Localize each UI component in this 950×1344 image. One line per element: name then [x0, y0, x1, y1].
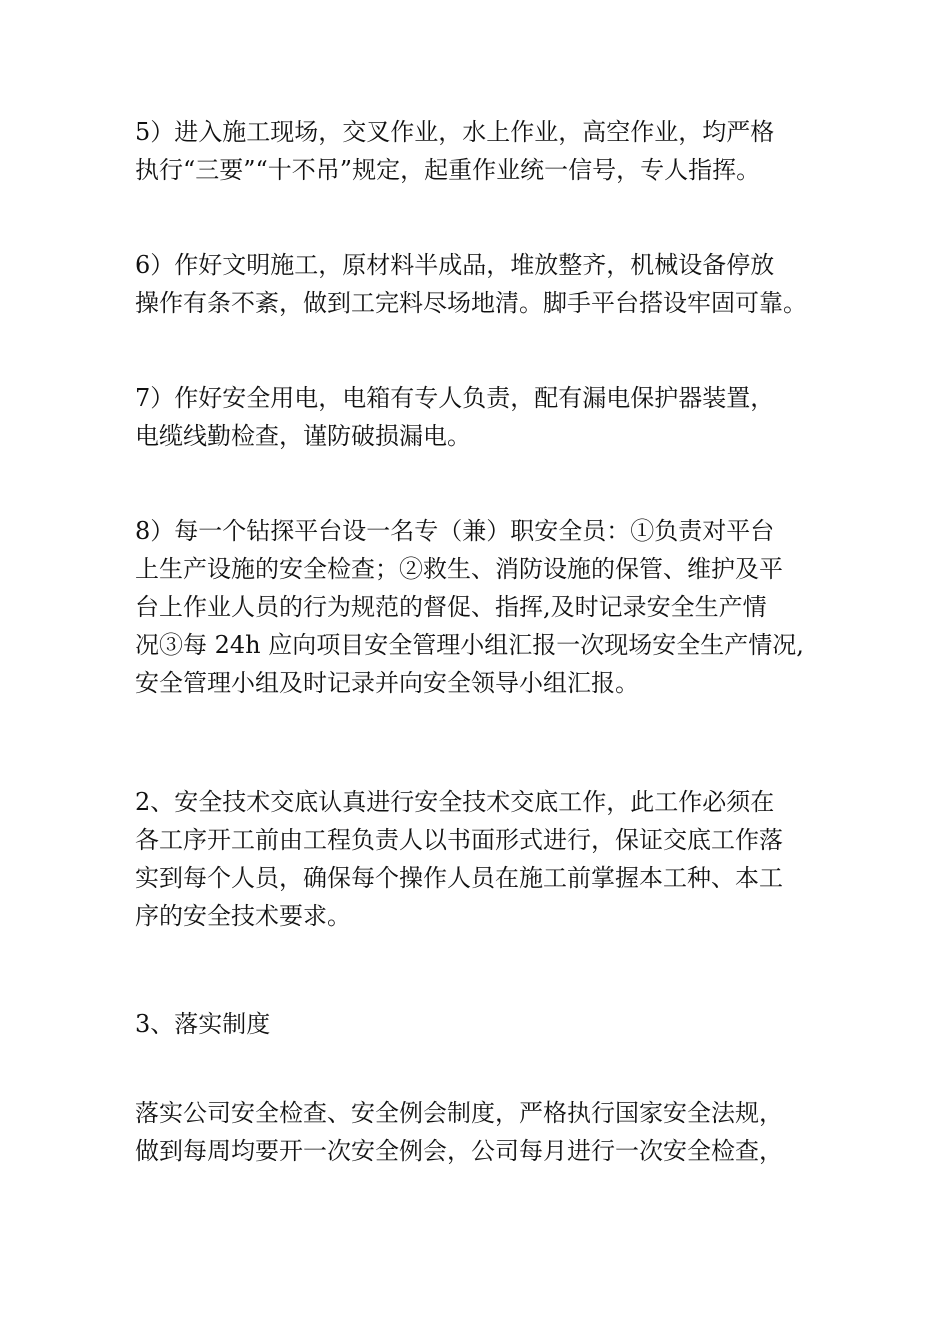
text-line: 3、落实制度 — [135, 1010, 271, 1038]
text-line: 6）作好文明施工，原材料半成品，堆放整齐，机械设备停放 — [135, 251, 775, 279]
text-line: 安全管理小组及时记录并向安全领导小组汇报。 — [135, 669, 639, 697]
text-line: 电缆线勤检查，谨防破损漏电。 — [135, 422, 471, 450]
text-line: 执行“三要”“十不吊”规定，起重作业统一信号，专人指挥。 — [135, 156, 761, 184]
paragraph-implement-system — [135, 1094, 783, 1170]
text-line: 实到每个人员，确保每个操作人员在施工前掌握本工种、本工 — [135, 864, 783, 892]
text-line: 上生产设施的安全检查；②救生、消防设施的保管、维护及平 — [135, 555, 783, 583]
section-heading-implement-system — [135, 1005, 270, 1043]
paragraph-item-7 — [135, 379, 774, 455]
paragraph-item-8-safety-officer — [135, 512, 804, 702]
paragraph-item-6 — [135, 246, 807, 322]
text-line: 5）进入施工现场，交叉作业，水上作业，高空作业，均严格 — [135, 118, 775, 146]
text-line: 序的安全技术要求。 — [135, 902, 351, 930]
text-line: 台上作业人员的行为规范的督促、指挥,及时记录安全生产情 — [135, 593, 767, 621]
text-line: 8）每一个钻探平台设一名专（兼）职安全员：①负责对平台 — [135, 517, 775, 545]
text-line: 操作有条不紊，做到工完料尽场地清。脚手平台搭设牢固可靠。 — [135, 289, 807, 317]
text-line: 各工序开工前由工程负责人以书面形式进行，保证交底工作落 — [135, 826, 783, 854]
paragraph-item-5 — [135, 113, 774, 189]
paragraph-technical-briefing — [135, 783, 783, 935]
text-line: 落实公司安全检查、安全例会制度，严格执行国家安全法规， — [135, 1099, 783, 1127]
text-line: 做到每周均要开一次安全例会，公司每月进行一次安全检查， — [135, 1137, 783, 1165]
text-line: 7）作好安全用电，电箱有专人负责，配有漏电保护器装置， — [135, 384, 775, 412]
text-line: 况③每 24h 应向项目安全管理小组汇报一次现场安全生产情况, — [135, 631, 804, 659]
text-line: 2、安全技术交底认真进行安全技术交底工作，此工作必须在 — [135, 788, 775, 816]
